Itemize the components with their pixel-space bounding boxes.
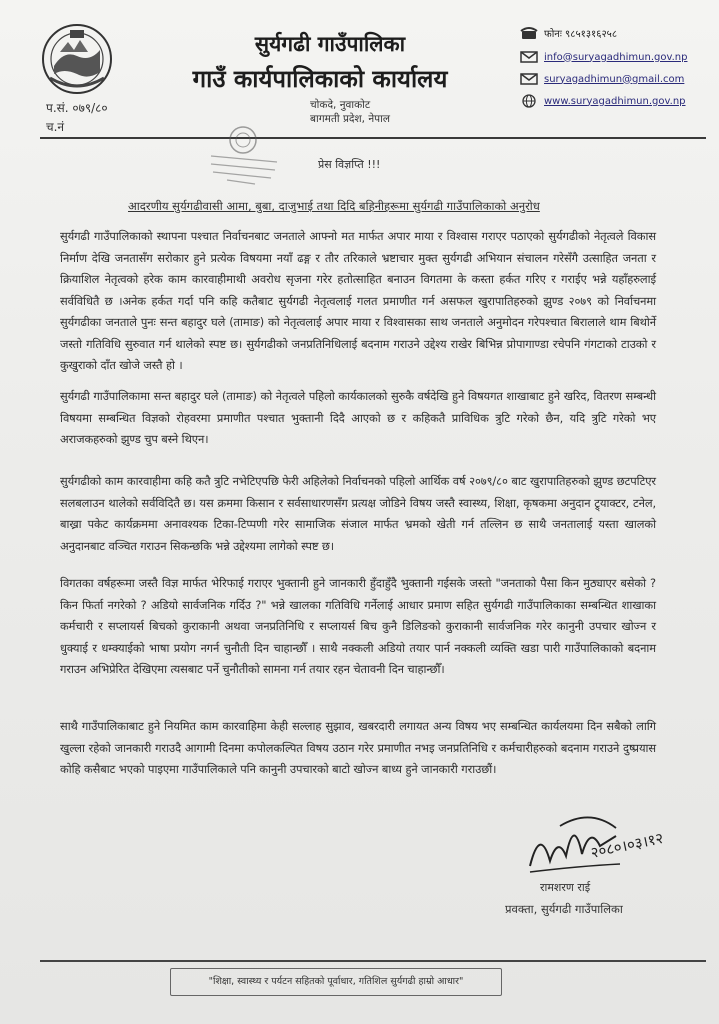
address-line-1: चोकदे, नुवाकोट [310, 99, 371, 111]
envelope-icon [520, 72, 538, 86]
reference-number: प.सं. ०७९/८० [46, 101, 108, 115]
dispatch-number: च.नं [46, 120, 65, 134]
subject-line: आदरणीय सुर्यगढीवासी आमा, बुबा, दाजुभाई तथा दिदि बहिनीहरूमा सुर्यगढी गाउँपालिकाको अनुरोध [128, 199, 540, 213]
contact-website [520, 94, 686, 108]
header-divider [40, 137, 706, 139]
phone-number: फोनः ९८५१३१६२५८ [544, 29, 618, 40]
phone-icon [520, 26, 538, 40]
press-release-label: प्रेस विज्ञप्ति !!! [318, 158, 381, 171]
contact-email-1 [520, 50, 687, 64]
paragraph-2: सुर्यगढी गाउँपालिकामा सन्त बहादुर घले (तामाङ) को नेतृत्वले पहिलो कार्यकालको सुरुकै वर्षदेखि हुने विषयगत शाखाबाट हुने खरिद, वितरण सम्बन्धी विषयमा सम्बन्धित विज्ञको रोहवरमा प्रमाणीत पश्चात भुक्तानी दिदै आएको छ र कहिकतै प्राविधिक त्रुटि गरेको छैन, यदि त्रुटि गरेको भए अराजकहरुको झुण्ड चुप बस्ने थिएन। [60, 389, 656, 446]
website-link[interactable]: www.suryagadhimun.gov.np [544, 95, 686, 107]
contact-email-2 [520, 72, 684, 86]
paragraph-4: विगतका वर्षहरूमा जस्तै विज्ञ मार्फत भेरिफाई गराएर भुक्तानी हुने जानकारी हुँदाहुँदै भुक्तानी गईसके जस्तो "जनताको पैसा किन मुठ्याएर बसेको ? किन फिर्ता नगरेको ? अडियो सार्वजनिक गर्दिउ ?" भन्ने खालका गतिविधि गर्नेलाई आधार प्रमाण सहित सुर्यगढी गाउँपालिकाका सम्बन्धित शाखाका कर्मचारी र सप्लायर्स बिचको कुराकानी अथवा जनप्रतिनिधि र सप्लायर्स बिच कुनै डिलिङको कुराकानी सार्वजनिक गरेर कानुनी उपचार खोज्न र धुक्याई र धम्क्याईको भाषा प्रयोग नगर्न चुनौती दिन चाहान्छौँ । साथै नक्कली अडियो तयार पार्न नक्कली व्यक्ति खडा पारी गाउँपालिकाको बदनाम गराउन अभिप्रेरित देखिएमा त्यसबाट पर्ने चुनौतीको सामना गर्न तयार रहन चेतावनी दिन चाहान्छौँ। [60, 576, 656, 676]
envelope-icon [520, 50, 538, 64]
email-link-1[interactable]: info@suryagadhimun.gov.np [544, 51, 688, 63]
contact-phone [520, 26, 617, 40]
office-title: गाउँ कार्यपालिकाको कार्यालय [192, 65, 448, 93]
handwritten-signature [520, 806, 690, 886]
footer-divider [40, 960, 706, 962]
signature-date: २०८०।०३।१२ [589, 828, 666, 862]
paragraph-5: साथै गाउँपालिकाबाट हुने नियमित काम कारवाहिमा केही सल्लाह सुझाव, खबरदारी लगायत अन्य विषय भए सम्बन्धित कार्यलयमा दिन सबैको लागि खुल्ला रहेको जानकारी गराउदै आगामी दिनमा कपोलकल्पित विषय उठान गरेर प्रमाणीत नभइ जनप्रतिनिधि र कर्मचारीहरुको बदनाम गराउने दुष्प्रयास कोहि कसैबाट भएको पाइएमा गाउँपालिकाले पनि कानुनी उपचारको बाटो खोज्न बाध्य हुने जानकारी गराउछौं। [60, 719, 656, 776]
globe-icon [520, 94, 538, 108]
office-stamp [205, 118, 285, 190]
emblem-logo [40, 22, 114, 96]
paragraph-1: सुर्यगढी गाउँपालिकाको स्थापना पश्चात निर्वाचनबाट जनताले आफ्नो मत मार्फत अपार माया र विश्वास गराएर पठाएको सुर्यगढीको नेतृत्वले विकास निर्माण देखि जनतासँग सरोकार हुने प्रत्येक विषयमा नयाँ ढङ्ग र तौर तरिकाले भ्रष्टाचार मुक्त सुर्यगढी अभियान संचालन गरेसँगै उत्साहित जनता र क्रियाशिल नेतृत्वको हरेक काम कारवाहीमाथी अवरोध सृजना गरेर हतोत्साहित बनाउन विगतमा के कस्ता हर्कत गरिए र गराईए भन्ने यहाँहरुलाई सर्वविधितै छ ।अनेक हर्कत गर्दा पनि कहि कतैबाट सुर्यगढी नेतृत्वलाई गलत प्रमाणीत गर्न असफल खुरापातिहरुको झुण्ड २०७९ को निर्वाचनमा सुर्यगढीका जनताले पुनः सन्त बहादुर घले (तामाङ) को नेतृत्वलाई अपार माया र विश्वासका साथ जनताले अनुमोदन गरेपश्चात बिरालाले थाम बिथोर्ने जस्तो गतिविधि सुरुवात गर्न थालेको स्पष्ट छ। सुर्यगढीको जनप्रतिनिधिलाई बदनाम गराउने उद्देश्य राखेर बिभिन्न प्रोपागाण्डा रचेपनि गंगटाको टाउको र कुखुराको दाँत खोजे जस्तै हो । [60, 229, 656, 372]
signer-role: प्रवक्ता, सुर्यगढी गाउँपालिका [505, 902, 623, 916]
email-link-2[interactable]: suryagadhimun@gmail.com [544, 73, 685, 85]
office-name: सुर्यगढी गाउँपालिका [254, 32, 406, 56]
address-line-2: बागमती प्रदेश, नेपाल [310, 113, 390, 125]
footer-slogan: "शिक्षा, स्वास्थ्य र पर्यटन सहितको पूर्वाधार, गतिशिल सुर्यगढी हाम्रो आधार" [170, 968, 502, 996]
paragraph-3: सुर्यगढीको काम कारवाहीमा कहि कतै त्रुटि नभेटिएपछि फेरी अहिलेको निर्वाचनको पहिलो आर्थिक वर्ष २०७९/८० बाट खुरापातिहरुको झुण्ड छटपटिएर सलबलाउन थालेको सर्वविदितै छ। यस क्रममा किसान र सर्वसाधारणसँग प्रत्यक्ष जोडिने विषय जस्तै स्वास्थ्य, शिक्षा, कृषकमा अनुदान ट्र्याक्टर, टनेल, बाख्रा पकेट कार्यक्रममा अनावश्यक टिका-टिप्पणी गरेर सामाजिक संजाल मार्फत भ्रमको खेती गर्न तल्लिन छ साथै जनतालाई यस्ता खालको अनुदानबाट वञ्चित गराउन सिकन्छकि भन्ने उद्देश्यमा लागेको स्पष्ट छ। [60, 474, 656, 553]
signer-name: रामशरण राई [540, 881, 591, 894]
